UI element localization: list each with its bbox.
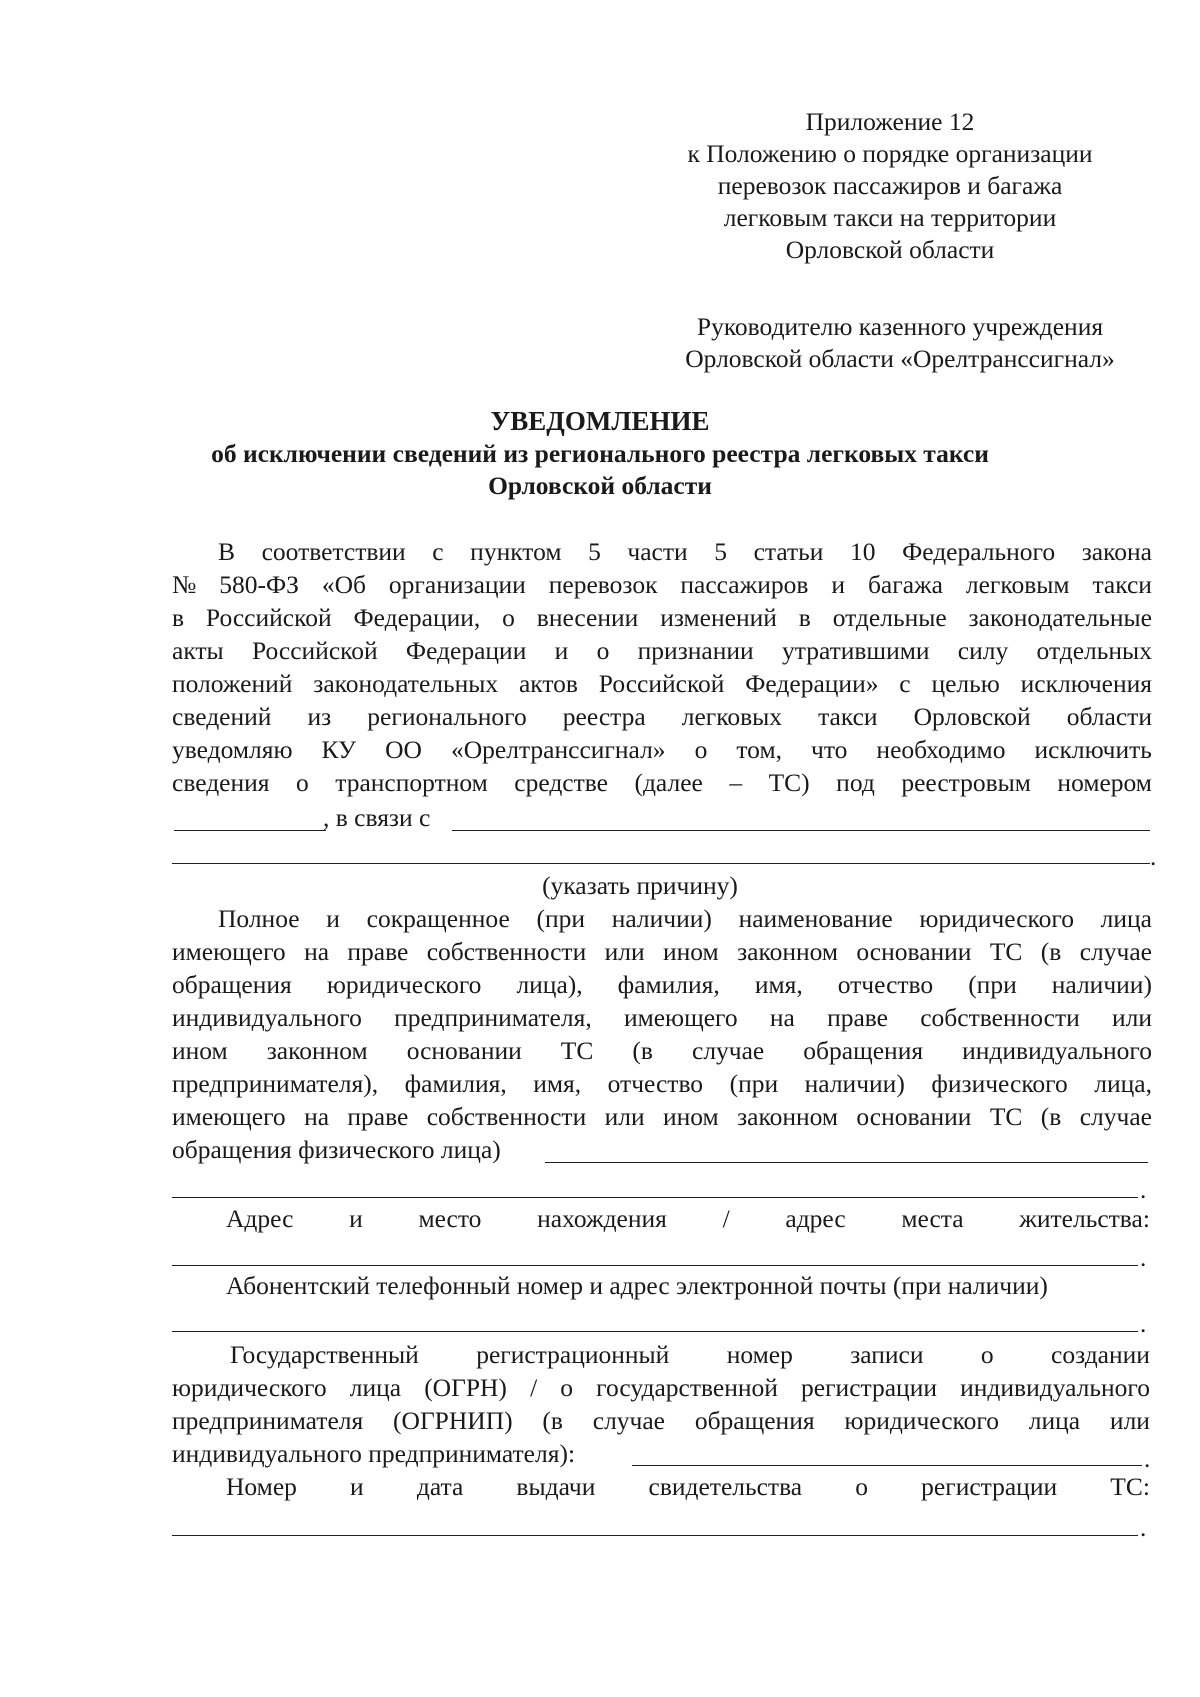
word: отчество [607,1069,704,1098]
annex-block [640,106,1140,266]
word: жительства: [1019,1204,1150,1233]
phone-email-period: . [1140,1311,1147,1338]
word: внесении [536,603,639,632]
word: случае [692,1036,765,1065]
word: сведений [172,702,272,731]
word: случае [1079,1102,1152,1131]
word: Российской [598,669,725,698]
word: законодательных [313,669,499,698]
word: выдачи [516,1472,596,1501]
ogrn-line-4: индивидуального предпринимателя): [172,1439,576,1468]
reason-caption: (указать причину) [542,871,738,900]
word: ОО [385,735,422,764]
word: фамилия, [617,970,720,999]
word: фамилия, [404,1069,507,1098]
word: или [604,1102,645,1131]
word: создании [1051,1340,1150,1369]
word: индивидуального [962,1036,1152,1065]
word: юридического [919,904,1074,933]
word: лица [1028,1406,1081,1435]
word: уведомляю [172,735,293,764]
word: с [432,537,444,566]
word: (ОГРНИП) [393,1406,513,1435]
word: собственности [426,1102,587,1131]
certificate-blank[interactable] [172,1535,1138,1536]
word: праве [827,1003,888,1032]
paragraph2-line-8: обращения физического лица) [172,1135,501,1164]
word: основании [856,937,972,966]
word: или [1111,1003,1152,1032]
word: отдельные [832,603,947,632]
paragraph2-line-2 [172,936,1152,968]
word: (ОГРН) [424,1373,507,1402]
word: целью [931,669,1000,698]
word: дата [416,1472,464,1501]
word: под [836,768,875,797]
word: регистрации [921,1472,1058,1501]
word: Номер [226,1472,297,1501]
word: ТС: [1110,1472,1150,1501]
word: 5 [588,537,601,566]
word: и [349,1204,363,1233]
paragraph1-line-2 [172,569,1152,601]
paragraph1-line-4 [172,635,1152,667]
word: индивидуального [172,1003,362,1032]
word: № [172,570,197,599]
word: лица), [516,970,583,999]
word: организации [388,570,526,599]
word: или [1109,1406,1150,1435]
word: о [296,768,309,797]
word: исключения [1020,669,1152,698]
word: легковым [965,570,1070,599]
word: и [554,636,569,665]
word: средстве [514,768,608,797]
word: записи [850,1340,924,1369]
word: государственной [596,1373,778,1402]
paragraph2-line-3 [172,969,1152,1001]
word: / [722,1204,730,1233]
word: собственности [426,937,587,966]
word: (в [542,1406,563,1435]
word: сокращенное [366,904,510,933]
word: о [855,1472,869,1501]
word: изменений [660,603,777,632]
word: о [694,735,708,764]
annex-line-2: к Положению о порядке организации [687,139,1093,168]
word: из [307,702,332,731]
word: номер [726,1340,793,1369]
word: (при [729,1069,779,1098]
word: признании [637,636,754,665]
phone-email-blank[interactable] [172,1331,1138,1332]
word: – [729,768,743,797]
word: имеющего [172,1102,286,1131]
word: Федерации» [745,669,879,698]
addressee-line-2: Орловской области «Орелтранссигнал» [685,344,1115,373]
owner-name-period: . [1140,1177,1147,1204]
annex-line-5: Орловской области [785,235,995,264]
certificate-period: . [1140,1515,1147,1542]
word: ТС) [768,768,810,797]
word: на [769,1003,795,1032]
word: Федерации [405,636,527,665]
word: ТС [989,937,1023,966]
word: регионального [367,702,527,731]
word: обращения [172,970,292,999]
word: акты [172,636,224,665]
word: имя, [754,970,803,999]
word: отдельных [1036,636,1152,665]
word: багажа [867,570,943,599]
word: регистрационный [476,1340,670,1369]
word: праве [347,1102,409,1131]
word: статьи [753,537,824,566]
word: В [218,537,236,566]
paragraph2-line-5 [172,1035,1152,1067]
word: физического [931,1069,1068,1098]
word: актов [518,669,578,698]
word: Российской [251,636,378,665]
document-subtitle-2: Орловской области [488,471,712,500]
word: (в [1040,1102,1062,1131]
ogrn-line-1 [230,1339,1150,1371]
ogrn-period: . [1144,1446,1151,1473]
word: реестра [562,702,646,731]
word: Федерального [902,537,1056,566]
word: части [627,537,688,566]
word: / [530,1373,538,1402]
word: случае [592,1406,666,1435]
owner-name-blank-2[interactable] [172,1197,1138,1198]
word: положений [172,669,293,698]
word: ином [663,937,719,966]
word: места [901,1204,964,1233]
word: случае [1079,937,1152,966]
word: 5 [714,537,727,566]
paragraph2-line-6 [172,1068,1152,1100]
word: 580-ФЗ [219,570,299,599]
word: предпринимателя [172,1406,364,1435]
word: наличии) [1051,970,1152,999]
paragraph1-line-3 [172,602,1152,634]
word: (при [536,904,586,933]
word: основании [406,1036,522,1065]
word: и [326,904,340,933]
word: Государственный [230,1340,419,1369]
annex-line-1: Приложение 12 [805,107,975,136]
word: закона [1081,537,1152,566]
reason-blank-1[interactable] [452,830,1150,831]
word: «Об [321,570,366,599]
word: и [350,1472,364,1501]
ogrn-line-3 [172,1405,1150,1437]
word: ином [172,1036,228,1065]
word: индивидуального [960,1373,1150,1402]
word: на [304,937,330,966]
annex-line-3: перевозок пассажиров и багажа [717,171,1063,200]
word: о [560,1373,574,1402]
annex-line-4: легковым такси на территории [723,203,1057,232]
reason-period: . [1150,844,1157,871]
word: праве [347,937,409,966]
word: легковых [681,702,783,731]
document-title: УВЕДОМЛЕНИЕ [490,406,710,436]
word: «Орелтранссигнал» [451,735,666,764]
word: о [596,636,610,665]
word: обращения [803,1036,924,1065]
word: предпринимателя, [394,1003,592,1032]
word: пунктом [470,537,562,566]
word: ТС [989,1102,1023,1131]
word: законном [266,1036,368,1065]
word: имеющего [623,1003,738,1032]
word: пассажиров [680,570,809,599]
word: что [811,735,848,764]
address-period: . [1140,1245,1147,1272]
word: о [502,603,515,632]
word: такси [818,702,878,731]
paragraph2-line-4 [172,1002,1152,1034]
word: в [172,603,185,632]
paragraph1-line-1 [218,536,1152,568]
word: области [1066,702,1152,731]
word: КУ [321,735,357,764]
word: (в [632,1036,653,1065]
ogrn-line-2 [172,1372,1150,1404]
word: (далее [634,768,703,797]
registry-number-blank[interactable] [174,830,326,831]
word: Федерации, [353,603,481,632]
word: имеющего [172,937,286,966]
paragraph2-line-1 [218,903,1152,935]
word: или [604,937,645,966]
word: место [418,1204,482,1233]
addressee-block [640,311,1160,375]
word: реестровым [901,768,1031,797]
address-blank[interactable] [172,1265,1138,1266]
word: ТС [560,1036,594,1065]
word: свидетельства [648,1472,803,1501]
word: обращения [694,1406,815,1435]
word: наличии) [804,1069,905,1098]
word: номером [1057,768,1152,797]
paragraph1-line-7 [172,734,1152,766]
word: о [980,1340,994,1369]
word: адрес [785,1204,846,1233]
word: предпринимателя), [172,1069,379,1098]
word: (при [968,970,1017,999]
word: лица [1100,904,1152,933]
word: законодательные [968,603,1152,632]
word: Орловской [913,702,1031,731]
word: транспортном [335,768,488,797]
word: юридического [844,1406,999,1435]
reason-blank-2[interactable] [172,863,1150,864]
word: силу [957,636,1009,665]
word: законном [737,937,839,966]
word: в [798,603,811,632]
word: перевозок [548,570,658,599]
word: Адрес [226,1204,294,1233]
word: утратившими [781,636,930,665]
word: отчество [837,970,934,999]
word: имя, [533,1069,582,1098]
ogrn-blank[interactable] [632,1465,1142,1466]
word: основании [856,1102,972,1131]
word: лица, [1094,1069,1152,1098]
word: лица [349,1373,402,1402]
paragraph1-line-8 [172,767,1152,799]
word: и [831,570,846,599]
in-connection-label: , в связи с [323,803,431,832]
paragraph2-line-7 [172,1101,1152,1133]
word: с [899,669,911,698]
word: такси [1092,570,1152,599]
word: нахождения [537,1204,667,1233]
document-subtitle-1: об исключении сведений из регионального реестра легковых такси [211,439,989,468]
word: сведения [172,768,270,797]
word: (в [1040,937,1062,966]
word: наличии) [611,904,712,933]
certificate-label-line [226,1471,1150,1503]
word: 10 [850,537,876,566]
word: соответствии [261,537,406,566]
address-label-line [226,1203,1150,1235]
phone-email-label: Абонентский телефонный номер и адрес электронной почты (при наличии) [226,1271,1048,1300]
paragraph1-line-6 [172,701,1152,733]
word: исключить [1034,735,1152,764]
word: регистрации [801,1373,937,1402]
word: необходимо [876,735,1006,764]
word: на [304,1102,330,1131]
word: законном [737,1102,839,1131]
word: Российской [205,603,332,632]
word: наименование [738,904,893,933]
word: юридического [172,1373,327,1402]
word: том, [736,735,782,764]
word: ином [663,1102,719,1131]
owner-name-blank-1[interactable] [545,1162,1148,1163]
word: юридического [326,970,482,999]
word: собственности [920,1003,1080,1032]
addressee-line-1: Руководителю казенного учреждения [696,312,1104,341]
paragraph1-line-5 [172,668,1152,700]
word: Полное [218,904,300,933]
